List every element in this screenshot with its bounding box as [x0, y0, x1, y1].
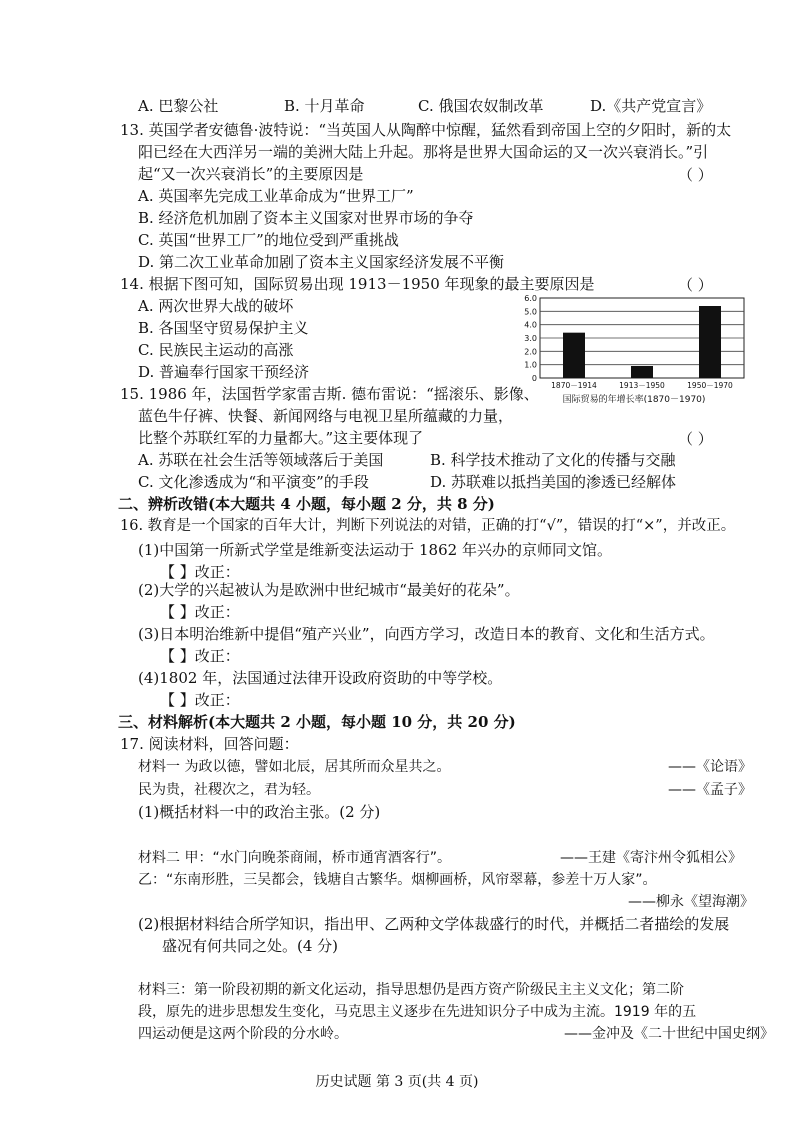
y-tick-label: 6.0: [524, 294, 537, 303]
material-1-source-1: ——《论语》: [668, 759, 752, 775]
q15-option-d: D. 苏联难以抵挡美国的渗透已经解体: [430, 473, 677, 491]
section-2-heading: 二、辨析改错(本大题共 4 小题，每小题 2 分，共 8 分): [118, 495, 495, 513]
q16-fix-3: 【 】改正：: [160, 647, 240, 665]
q12-option-d: D.《共产党宣言》: [590, 97, 712, 115]
y-tick-label: 5.0: [524, 307, 537, 317]
material-2-source-2: ——柳永《望海潮》: [628, 894, 754, 910]
material-3-source: ——金冲及《二十世纪中国史纲》: [564, 1026, 774, 1042]
bar-3: [699, 306, 721, 378]
section-3-heading: 三、材料解析(本大题共 2 小题，每小题 10 分，共 20 分): [118, 713, 516, 731]
material-2-line-1: 材料二 甲：“水门向晚茶商闹，桥市通宵酒客行”。: [138, 850, 451, 866]
q16-fix-4: 【 】改正：: [160, 691, 240, 709]
q17-question-2-line-1: (2)根据材料结合所学知识，指出甲、乙两种文学体裁盛行的时代，并概括二者描绘的发展: [138, 915, 730, 933]
q14-stem: 14. 根据下图可知，国际贸易出现 1913－1950 年现象的最主要原因是: [120, 275, 595, 293]
material-1-line-2: 民为贵，社稷次之，君为轻。: [138, 782, 320, 798]
q16-statement-1: (1)中国第一所新式学堂是维新变法运动于 1862 年兴办的京师同文馆。: [138, 541, 612, 559]
q14-option-d: D. 普遍奉行国家干预经济: [138, 363, 310, 381]
y-tick-label: 3.0: [524, 334, 537, 343]
x-tick-label: 1870－1914: [551, 381, 597, 390]
y-tick-label: 2.0: [524, 347, 537, 357]
material-3-line-3: 四运动便是这两个阶段的分水岭。: [138, 1026, 348, 1042]
q17-question-1: (1)概括材料一中的政治主张。(2 分): [138, 803, 381, 821]
trade-growth-chart: [514, 290, 746, 410]
q14-answer-paren: （ ）: [678, 276, 713, 294]
x-tick-label: 1950－1970: [687, 381, 733, 390]
bar-2: [631, 366, 653, 378]
q13-stem-1: 13. 英国学者安德鲁·波特说：“当英国人从陶醉中惊醒，猛然看到帝国上空的夕阳时，新的太: [120, 121, 732, 139]
q16-stem: 16. 教育是一个国家的百年大计，判断下列说法的对错，正确的打“√”，错误的打“×”，并改正。: [120, 518, 736, 534]
q14-option-c: C. 民族民主运动的高涨: [138, 341, 294, 359]
material-2-source-1: ——王建《寄汴州令狐相公》: [560, 850, 742, 866]
material-2-line-2: 乙：“东南形胜，三吴都会，钱塘自古繁华。烟柳画桥，风帘翠幕，参差十万人家”。: [138, 872, 657, 888]
q15-option-a: A. 苏联在社会生活等领域落后于美国: [138, 451, 384, 469]
q17-stem: 17. 阅读材料，回答问题：: [120, 735, 299, 753]
q14-option-b: B. 各国坚守贸易保护主义: [138, 319, 309, 337]
y-tick-label: 1.0: [524, 360, 537, 370]
q13-option-b: B. 经济危机加剧了资本主义国家对世界市场的争夺: [138, 209, 474, 227]
chart-title: 国际贸易的年增长率(1870－1970): [562, 395, 706, 405]
q15-option-c: C. 文化渗透成为“和平演变”的手段: [138, 473, 369, 491]
q15-stem-3: 比整个苏联红军的力量都大。”这主要体现了: [138, 429, 424, 447]
q16-fix-1: 【 】改正：: [160, 563, 240, 581]
q15-stem-1: 15. 1986 年，法国哲学家雷吉斯. 德布雷说：“摇滚乐、影像、: [120, 385, 539, 403]
q13-option-c: C. 英国“世界工厂”的地位受到严重挑战: [138, 231, 399, 249]
q12-option-b: B. 十月革命: [284, 97, 365, 115]
bar-1: [563, 333, 585, 378]
q13-stem-3: 起“又一次兴衰消长”的主要原因是: [138, 165, 364, 183]
x-tick-label: 1913－1950: [619, 381, 665, 390]
q16-statement-4: (4)1802 年，法国通过法律开设政府资助的中等学校。: [138, 669, 503, 687]
q12-option-a: A. 巴黎公社: [138, 97, 219, 115]
material-1-source-2: ——《孟子》: [668, 782, 752, 798]
q15-option-b: B. 科学技术推动了文化的传播与交融: [430, 451, 676, 469]
page-footer: 历史试题 第 3 页(共 4 页): [315, 1074, 479, 1090]
q15-answer-paren: （ ）: [678, 430, 713, 448]
material-3-line-1: 材料三：第一阶段初期的新文化运动，指导思想仍是西方资产阶级民主主义文化；第二阶: [138, 982, 684, 998]
material-1-line-1: 材料一 为政以德，譬如北辰，居其所而众星共之。: [138, 759, 451, 775]
q14-option-a: A. 两次世界大战的破坏: [138, 297, 294, 315]
material-3-line-2: 段，原先的进步思想发生变化，马克思主义逐步在先进知识分子中成为主流。1919 年的五: [138, 1004, 697, 1020]
q13-option-d: D. 第二次工业革命加剧了资本主义国家经济发展不平衡: [138, 253, 505, 271]
q16-fix-2: 【 】改正：: [160, 603, 240, 621]
y-tick-label: 0: [531, 374, 537, 383]
y-tick-label: 4.0: [524, 320, 537, 330]
q16-statement-3: (3)日本明治维新中提倡“殖产兴业”，向西方学习，改造日本的教育、文化和生活方式。: [138, 625, 715, 643]
q17-question-2-line-2: 盛况有何共同之处。(4 分): [162, 937, 339, 955]
q12-option-c: C. 俄国农奴制改革: [418, 97, 544, 115]
q15-stem-2: 蓝色牛仔裤、快餐、新闻网络与电视卫星所蕴藏的力量，: [138, 407, 514, 425]
q13-stem-2: 阳已经在大西洋另一端的美洲大陆上升起。那将是世界大国命运的又一次兴衰消长。”引: [138, 143, 709, 161]
q13-answer-paren: （ ）: [678, 166, 713, 184]
q16-statement-2: (2)大学的兴起被认为是欧洲中世纪城市“最美好的花朵”。: [138, 581, 520, 599]
q13-option-a: A. 英国率先完成工业革命成为“世界工厂”: [138, 187, 414, 205]
